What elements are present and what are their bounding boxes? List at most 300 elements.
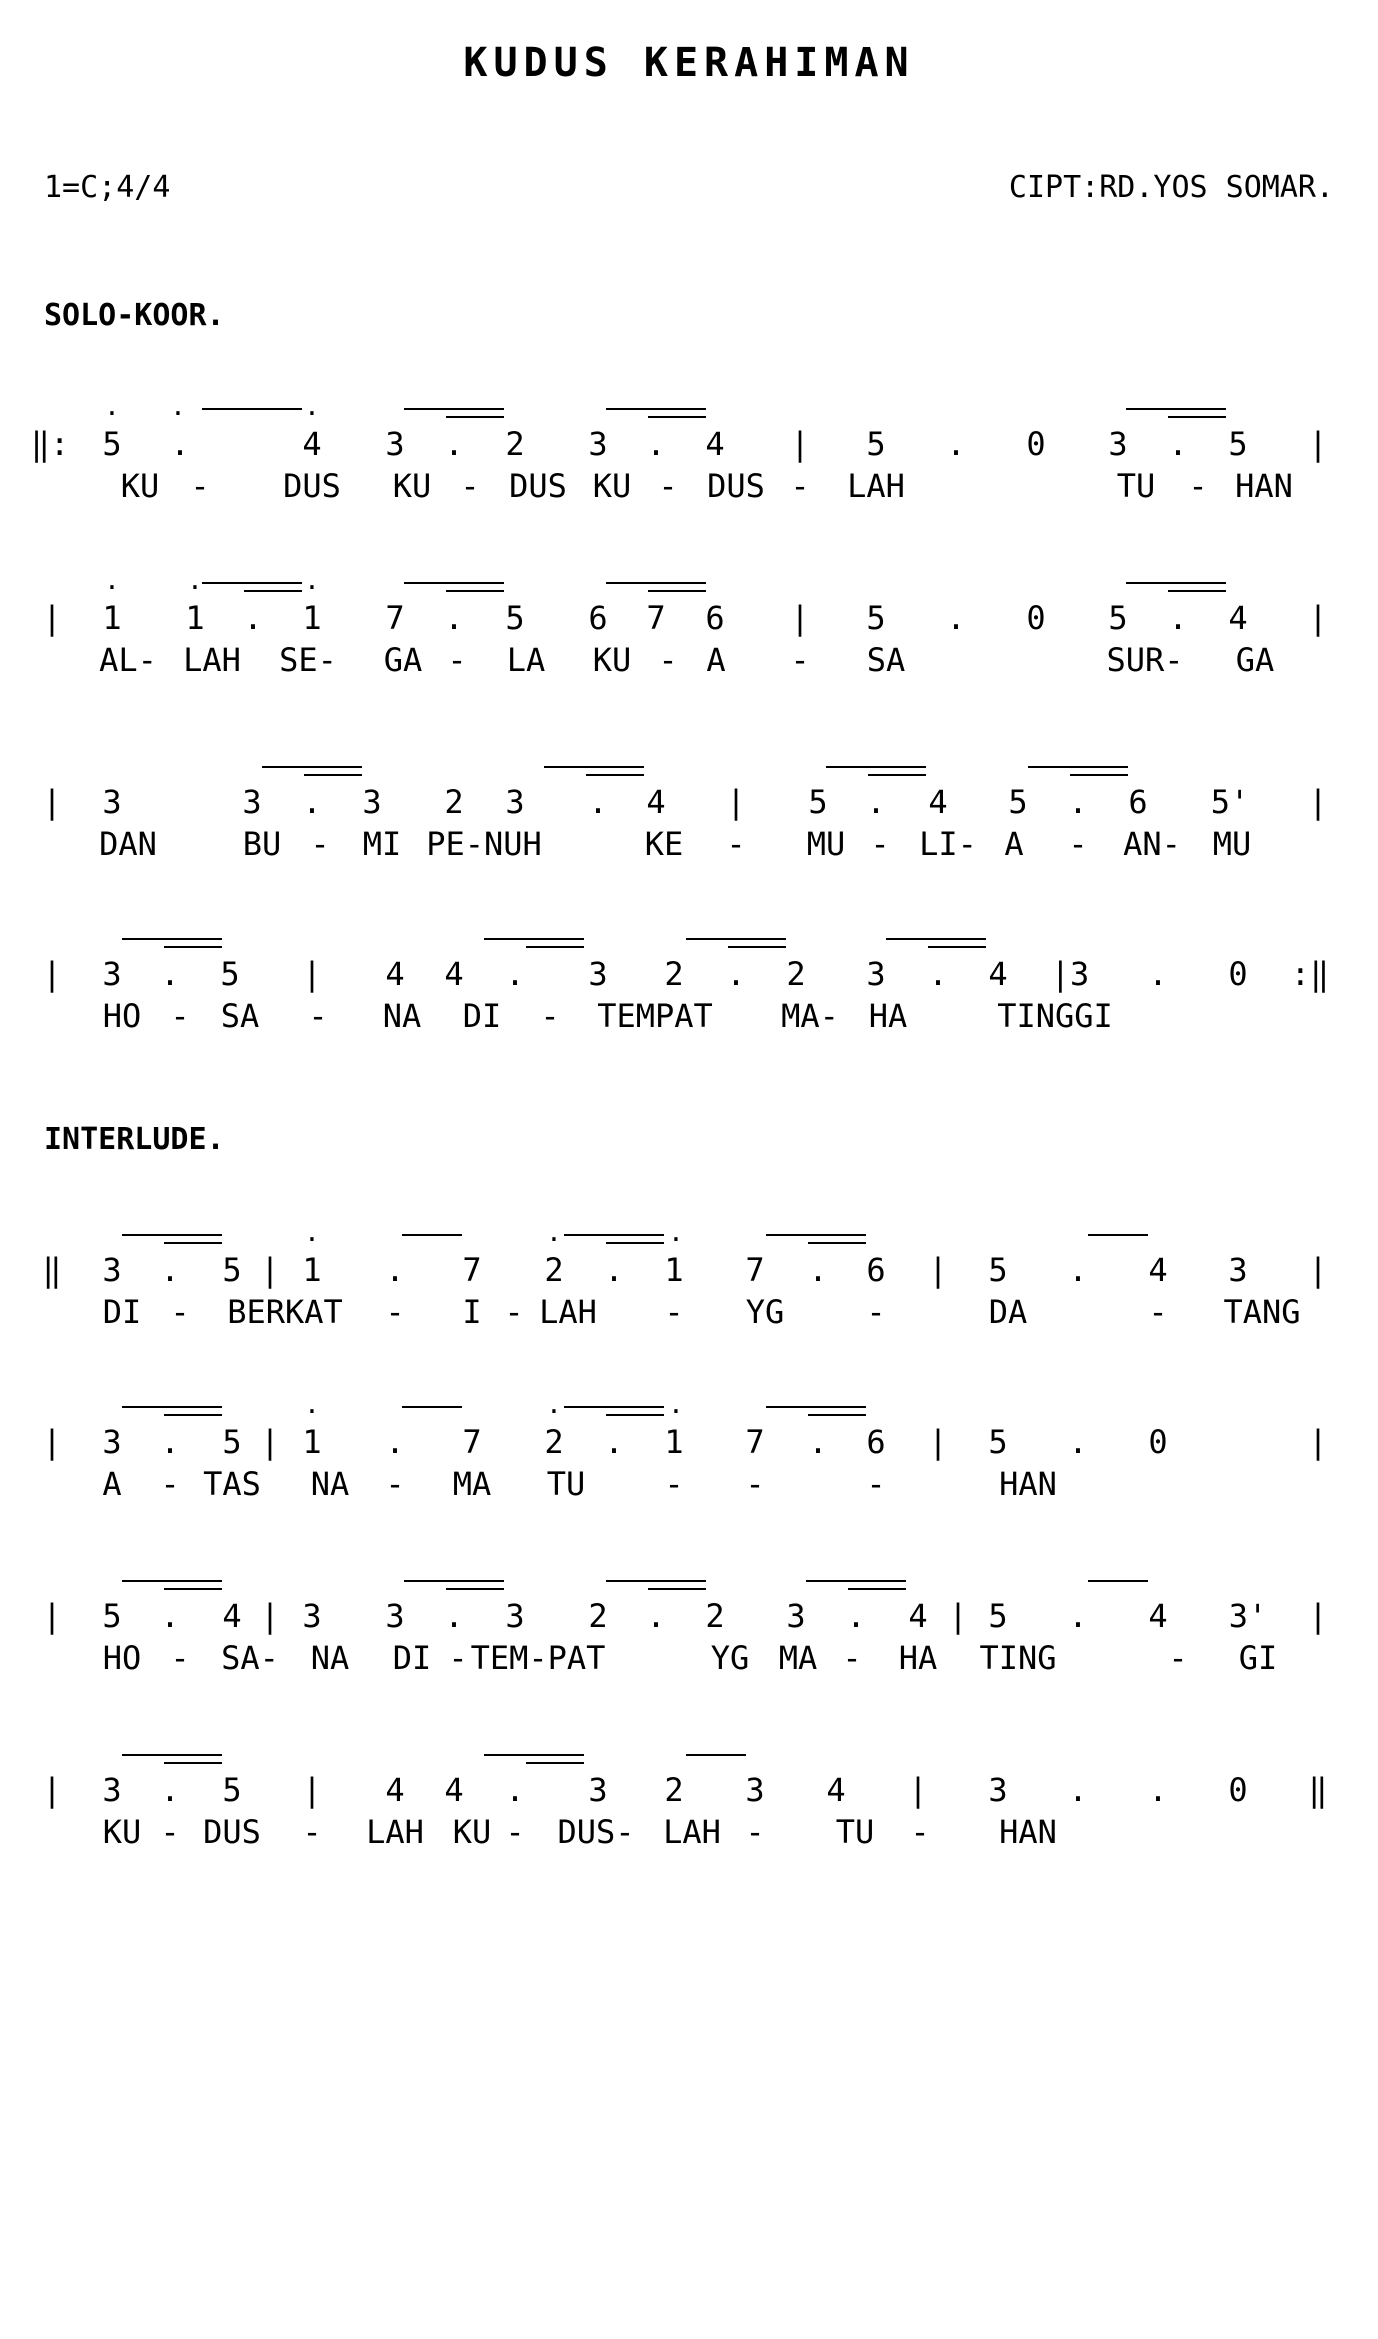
note-token: 3: [1228, 1251, 1248, 1289]
notation-system: [0, 1390, 1378, 1556]
note-token: 5: [988, 1251, 1008, 1289]
lyric-syllable: HAN: [999, 1465, 1057, 1503]
beam-line: [164, 1588, 222, 1590]
note-token: 4: [385, 955, 405, 993]
note-token: 4: [1148, 1597, 1168, 1635]
beam-line: [202, 408, 302, 410]
lyric-syllable: -: [385, 1465, 405, 1503]
lyric-syllable: AL-: [99, 641, 157, 679]
lyric-syllable: -: [310, 825, 330, 863]
note-token: 6: [705, 599, 725, 637]
beam-line: [446, 1588, 504, 1590]
note-token: 7: [646, 599, 666, 637]
lyric-syllable: KU: [592, 467, 632, 505]
note-token: 1: [185, 599, 205, 637]
lyric-syllable: LAH: [539, 1293, 597, 1331]
note-token: |: [1308, 783, 1328, 821]
octave-dot: .: [304, 392, 320, 422]
notation-system: [0, 1218, 1378, 1384]
note-token: |: [302, 955, 322, 993]
beam-line: [1168, 590, 1226, 592]
lyric-syllable: DUS: [707, 467, 765, 505]
note-token: 4: [826, 1771, 846, 1809]
lyric-syllable: KU: [120, 467, 160, 505]
octave-dot: .: [104, 566, 120, 596]
note-token: 3: [102, 955, 122, 993]
note-token: .: [1148, 955, 1168, 993]
lyric-syllable: SA: [220, 997, 260, 1035]
beam-line: [648, 1588, 706, 1590]
note-token: |: [790, 425, 810, 463]
note-token: 2: [505, 425, 525, 463]
note-token: 6: [1128, 783, 1148, 821]
note-token: 5: [1108, 599, 1128, 637]
note-token: 2: [664, 1771, 684, 1809]
lyric-syllable: DI: [462, 997, 502, 1035]
note-token: 2: [588, 1597, 608, 1635]
note-token: 1: [302, 599, 322, 637]
beam-line: [848, 1588, 906, 1590]
note-token: 3: [786, 1597, 806, 1635]
note-token: .: [1168, 599, 1188, 637]
note-token: |: [42, 1423, 62, 1461]
octave-dot: .: [104, 392, 120, 422]
note-token: 3: [102, 1251, 122, 1289]
note-token: 4: [444, 955, 464, 993]
note-token: 3: [588, 425, 608, 463]
beam-line: [164, 1414, 222, 1416]
note-token: 3: [588, 1771, 608, 1809]
note-token: .: [928, 955, 948, 993]
note-token: .: [846, 1597, 866, 1635]
note-token: |: [260, 1597, 280, 1635]
note-token: 0: [1228, 1771, 1248, 1809]
notation-system: [0, 392, 1378, 558]
note-token: |: [302, 1771, 322, 1809]
lyric-syllable: DI: [102, 1293, 142, 1331]
note-token: 5: [866, 425, 886, 463]
note-token: 3: [102, 783, 122, 821]
note-token: .: [1068, 1423, 1088, 1461]
note-token: 2: [544, 1423, 564, 1461]
lyric-syllable: BERKAT: [227, 1293, 343, 1331]
beam-line: [766, 1406, 866, 1408]
beam-line: [686, 1754, 746, 1756]
beam-line: [122, 1406, 222, 1408]
beam-line: [606, 408, 706, 410]
lyric-syllable: KU: [102, 1813, 142, 1851]
note-token: .: [444, 599, 464, 637]
lyric-syllable: HA: [898, 1639, 938, 1677]
lyric-syllable: AN-: [1123, 825, 1181, 863]
beam-line: [1070, 774, 1128, 776]
beam-line: [402, 1234, 462, 1236]
note-token: |: [42, 955, 62, 993]
lyric-syllable: -: [460, 467, 480, 505]
note-token: |3: [1050, 955, 1090, 993]
note-token: 1: [102, 599, 122, 637]
lyric-syllable: HA: [868, 997, 908, 1035]
lyric-syllable: -: [302, 1813, 322, 1851]
lyric-syllable: -: [190, 467, 210, 505]
beam-line: [886, 938, 986, 940]
lyric-syllable: MU: [806, 825, 846, 863]
note-token: 6: [588, 599, 608, 637]
beam-line: [1088, 1234, 1148, 1236]
beam-line: [402, 1406, 462, 1408]
note-token: |: [42, 783, 62, 821]
note-token: 1: [664, 1251, 684, 1289]
lyric-syllable: -: [658, 641, 678, 679]
beam-line: [484, 938, 584, 940]
key-signature: 1=C;4/4: [44, 170, 171, 205]
beam-line: [122, 938, 222, 940]
lyric-syllable: NA: [382, 997, 422, 1035]
octave-dot: .: [304, 1390, 320, 1420]
note-token: .: [726, 955, 746, 993]
note-token: 5': [1210, 783, 1250, 821]
beam-line: [304, 774, 362, 776]
beam-line: [806, 1580, 906, 1582]
note-token: 0: [1026, 425, 1046, 463]
lyric-syllable: DUS-: [557, 1813, 635, 1851]
section-heading: SOLO-KOOR.: [44, 298, 225, 333]
lyric-syllable: -: [1188, 467, 1208, 505]
beam-line: [122, 1580, 222, 1582]
section-heading: INTERLUDE.: [44, 1122, 225, 1157]
note-token: .: [243, 599, 263, 637]
lyric-syllable: SA: [866, 641, 906, 679]
lyric-syllable: PE-NUH: [426, 825, 542, 863]
lyric-syllable: -: [745, 1813, 765, 1851]
note-token: 7: [745, 1251, 765, 1289]
lyric-syllable: DUS: [283, 467, 341, 505]
lyric-syllable: TANG: [1223, 1293, 1301, 1331]
note-token: |: [1308, 1423, 1328, 1461]
note-token: .: [588, 783, 608, 821]
lyric-syllable: MU: [1212, 825, 1252, 863]
note-token: 6: [866, 1251, 886, 1289]
note-token: ‖: [1308, 1771, 1328, 1809]
note-token: 7: [385, 599, 405, 637]
lyric-syllable: LAH: [183, 641, 241, 679]
note-token: 3: [866, 955, 886, 993]
lyric-syllable: SA-: [221, 1639, 279, 1677]
notation-system: [0, 1570, 1378, 1730]
note-token: .: [1068, 1251, 1088, 1289]
octave-dot: .: [304, 566, 320, 596]
lyric-syllable: NA: [310, 1465, 350, 1503]
octave-dot: .: [668, 1390, 684, 1420]
lyric-syllable: TAS: [203, 1465, 261, 1503]
lyric-syllable: YG: [710, 1639, 750, 1677]
note-token: 4: [646, 783, 666, 821]
lyric-syllable: -: [448, 1639, 468, 1677]
note-token: 3: [588, 955, 608, 993]
lyric-syllable: -: [385, 1293, 405, 1331]
beam-line: [122, 1754, 222, 1756]
beam-line: [446, 416, 504, 418]
note-token: 4: [988, 955, 1008, 993]
note-token: .: [444, 425, 464, 463]
beam-line: [244, 590, 302, 592]
beam-line: [868, 774, 926, 776]
note-token: 3: [102, 1771, 122, 1809]
note-token: .: [444, 1597, 464, 1635]
note-token: .: [604, 1423, 624, 1461]
beam-line: [544, 766, 644, 768]
lyric-syllable: KU: [452, 1813, 492, 1851]
note-token: 5: [102, 1597, 122, 1635]
lyric-syllable: DAN: [99, 825, 157, 863]
lyric-syllable: LA: [506, 641, 546, 679]
note-token: .: [385, 1423, 405, 1461]
note-token: 2: [705, 1597, 725, 1635]
note-token: |: [260, 1251, 280, 1289]
lyric-syllable: MA-: [781, 997, 839, 1035]
note-token: .: [505, 955, 525, 993]
lyric-syllable: -: [170, 1293, 190, 1331]
lyric-syllable: A: [1004, 825, 1024, 863]
lyric-syllable: LAH: [663, 1813, 721, 1851]
beam-line: [1088, 1580, 1148, 1582]
beam-line: [164, 1762, 222, 1764]
note-token: 3: [385, 425, 405, 463]
lyric-syllable: KU: [592, 641, 632, 679]
note-token: .: [646, 1597, 666, 1635]
note-token: |: [908, 1771, 928, 1809]
notation-system: [0, 928, 1378, 1088]
song-title: KUDUS KERAHIMAN: [463, 40, 915, 86]
lyric-syllable: TEMPAT: [597, 997, 713, 1035]
note-token: 4: [1228, 599, 1248, 637]
note-token: .: [302, 783, 322, 821]
lyric-syllable: -: [170, 997, 190, 1035]
note-token: .: [866, 783, 886, 821]
note-token: |: [790, 599, 810, 637]
beam-line: [606, 1580, 706, 1582]
beam-line: [526, 946, 584, 948]
note-token: 3: [988, 1771, 1008, 1809]
lyric-syllable: DA: [988, 1293, 1028, 1331]
note-token: |: [260, 1423, 280, 1461]
note-token: 4: [908, 1597, 928, 1635]
lyric-syllable: SUR-: [1106, 641, 1184, 679]
note-token: 3: [1108, 425, 1128, 463]
lyric-syllable: GA: [1235, 641, 1275, 679]
beam-line: [1126, 408, 1226, 410]
note-token: 5: [220, 955, 240, 993]
lyric-syllable: HAN: [1235, 467, 1293, 505]
octave-dot: .: [187, 566, 203, 596]
lyric-syllable: DUS: [509, 467, 567, 505]
note-token: 3: [242, 783, 262, 821]
note-token: 5: [102, 425, 122, 463]
lyric-syllable: MA: [778, 1639, 818, 1677]
note-token: 1: [302, 1251, 322, 1289]
beam-line: [928, 946, 986, 948]
note-token: 4: [928, 783, 948, 821]
beam-line: [606, 582, 706, 584]
lyric-syllable: NA: [310, 1639, 350, 1677]
note-token: 2: [786, 955, 806, 993]
note-token: .: [604, 1251, 624, 1289]
note-token: .: [1068, 1597, 1088, 1635]
lyric-syllable: -: [664, 1465, 684, 1503]
note-token: .: [170, 425, 190, 463]
note-token: 4: [1148, 1251, 1168, 1289]
lyric-syllable: -: [504, 1293, 524, 1331]
note-token: 5: [505, 599, 525, 637]
note-token: 5: [222, 1423, 242, 1461]
lyric-syllable: -: [1148, 1293, 1168, 1331]
note-token: |: [928, 1251, 948, 1289]
note-token: |: [1308, 425, 1328, 463]
octave-dot: .: [546, 1390, 562, 1420]
note-token: 4: [302, 425, 322, 463]
octave-dot: .: [304, 1218, 320, 1248]
note-token: .: [808, 1251, 828, 1289]
lyric-syllable: -: [540, 997, 560, 1035]
lyric-syllable: -: [790, 641, 810, 679]
beam-line: [606, 1414, 664, 1416]
note-token: |: [1308, 1251, 1328, 1289]
note-token: 4: [222, 1597, 242, 1635]
lyric-syllable: A: [102, 1465, 122, 1503]
note-token: 4: [444, 1771, 464, 1809]
note-token: .: [1068, 783, 1088, 821]
note-token: |: [1308, 1597, 1328, 1635]
note-token: ‖:: [30, 425, 70, 463]
note-token: .: [808, 1423, 828, 1461]
lyric-syllable: -: [745, 1465, 765, 1503]
lyric-syllable: TU: [546, 1465, 586, 1503]
beam-line: [122, 1234, 222, 1236]
note-token: 2: [664, 955, 684, 993]
composer-credit: CIPT:RD.YOS SOMAR.: [1008, 170, 1334, 205]
note-token: .: [385, 1251, 405, 1289]
note-token: .: [160, 1423, 180, 1461]
lyric-syllable: KU: [392, 467, 432, 505]
note-token: |: [42, 1597, 62, 1635]
note-token: 3: [362, 783, 382, 821]
lyric-syllable: -: [658, 467, 678, 505]
note-token: :‖: [1290, 955, 1330, 993]
note-token: .: [505, 1771, 525, 1809]
beam-line: [164, 946, 222, 948]
lyric-syllable: -: [866, 1465, 886, 1503]
lyric-syllable: DUS: [203, 1813, 261, 1851]
note-token: 1: [664, 1423, 684, 1461]
lyric-syllable: -: [1068, 825, 1088, 863]
lyric-syllable: -: [866, 1293, 886, 1331]
beam-line: [648, 416, 706, 418]
note-token: 0: [1026, 599, 1046, 637]
octave-dot: .: [170, 392, 186, 422]
note-token: 3: [302, 1597, 322, 1635]
octave-dot: .: [546, 1218, 562, 1248]
lyric-syllable: -: [160, 1813, 180, 1851]
beam-line: [686, 938, 786, 940]
beam-line: [728, 946, 786, 948]
beam-line: [766, 1234, 866, 1236]
beam-line: [564, 1406, 664, 1408]
octave-dot: .: [668, 1218, 684, 1248]
lyric-syllable: GI: [1238, 1639, 1278, 1677]
note-token: 2: [444, 783, 464, 821]
lyric-syllable: DI: [392, 1639, 432, 1677]
note-token: 4: [705, 425, 725, 463]
lyric-syllable: TU: [835, 1813, 875, 1851]
note-token: 6: [866, 1423, 886, 1461]
lyric-syllable: -: [870, 825, 890, 863]
beam-line: [526, 1762, 584, 1764]
note-token: 7: [745, 1423, 765, 1461]
lyric-syllable: -: [170, 1639, 190, 1677]
lyric-syllable: -: [505, 1813, 525, 1851]
note-token: .: [160, 1597, 180, 1635]
lyric-syllable: YG: [745, 1293, 785, 1331]
note-token: .: [160, 1251, 180, 1289]
note-token: 5: [866, 599, 886, 637]
note-token: 5: [808, 783, 828, 821]
note-token: 3: [385, 1597, 405, 1635]
note-token: 1: [302, 1423, 322, 1461]
note-token: 5: [1008, 783, 1028, 821]
lyric-syllable: LI-: [919, 825, 977, 863]
beam-line: [484, 1754, 584, 1756]
lyric-syllable: LAH: [847, 467, 905, 505]
beam-line: [648, 590, 706, 592]
lyric-syllable: -: [160, 1465, 180, 1503]
note-token: 3: [102, 1423, 122, 1461]
beam-line: [446, 590, 504, 592]
lyric-syllable: I: [462, 1293, 482, 1331]
beam-line: [404, 1580, 504, 1582]
note-token: .: [1148, 1771, 1168, 1809]
note-token: .: [946, 425, 966, 463]
lyric-syllable: -: [726, 825, 746, 863]
note-token: 5: [222, 1771, 242, 1809]
lyric-syllable: -: [1168, 1639, 1188, 1677]
beam-line: [202, 582, 302, 584]
note-token: |: [726, 783, 746, 821]
lyric-syllable: GA: [383, 641, 423, 679]
beam-line: [164, 1242, 222, 1244]
note-token: |: [42, 599, 62, 637]
note-token: .: [160, 955, 180, 993]
note-token: .: [946, 599, 966, 637]
notation-system: [0, 1744, 1378, 1904]
lyric-syllable: -: [910, 1813, 930, 1851]
beam-line: [1126, 582, 1226, 584]
lyric-syllable: SE-: [279, 641, 337, 679]
lyric-syllable: HAN: [999, 1813, 1057, 1851]
beam-line: [826, 766, 926, 768]
beam-line: [808, 1414, 866, 1416]
note-token: 3: [505, 783, 525, 821]
note-token: 0: [1228, 955, 1248, 993]
notation-system: [0, 756, 1378, 916]
notation-system: [0, 566, 1378, 732]
note-token: ‖: [42, 1251, 62, 1289]
note-token: 7: [462, 1251, 482, 1289]
lyric-syllable: TEM-PAT: [470, 1639, 606, 1677]
beam-line: [404, 408, 504, 410]
beam-line: [262, 766, 362, 768]
lyric-syllable: MA: [452, 1465, 492, 1503]
beam-line: [606, 1242, 664, 1244]
